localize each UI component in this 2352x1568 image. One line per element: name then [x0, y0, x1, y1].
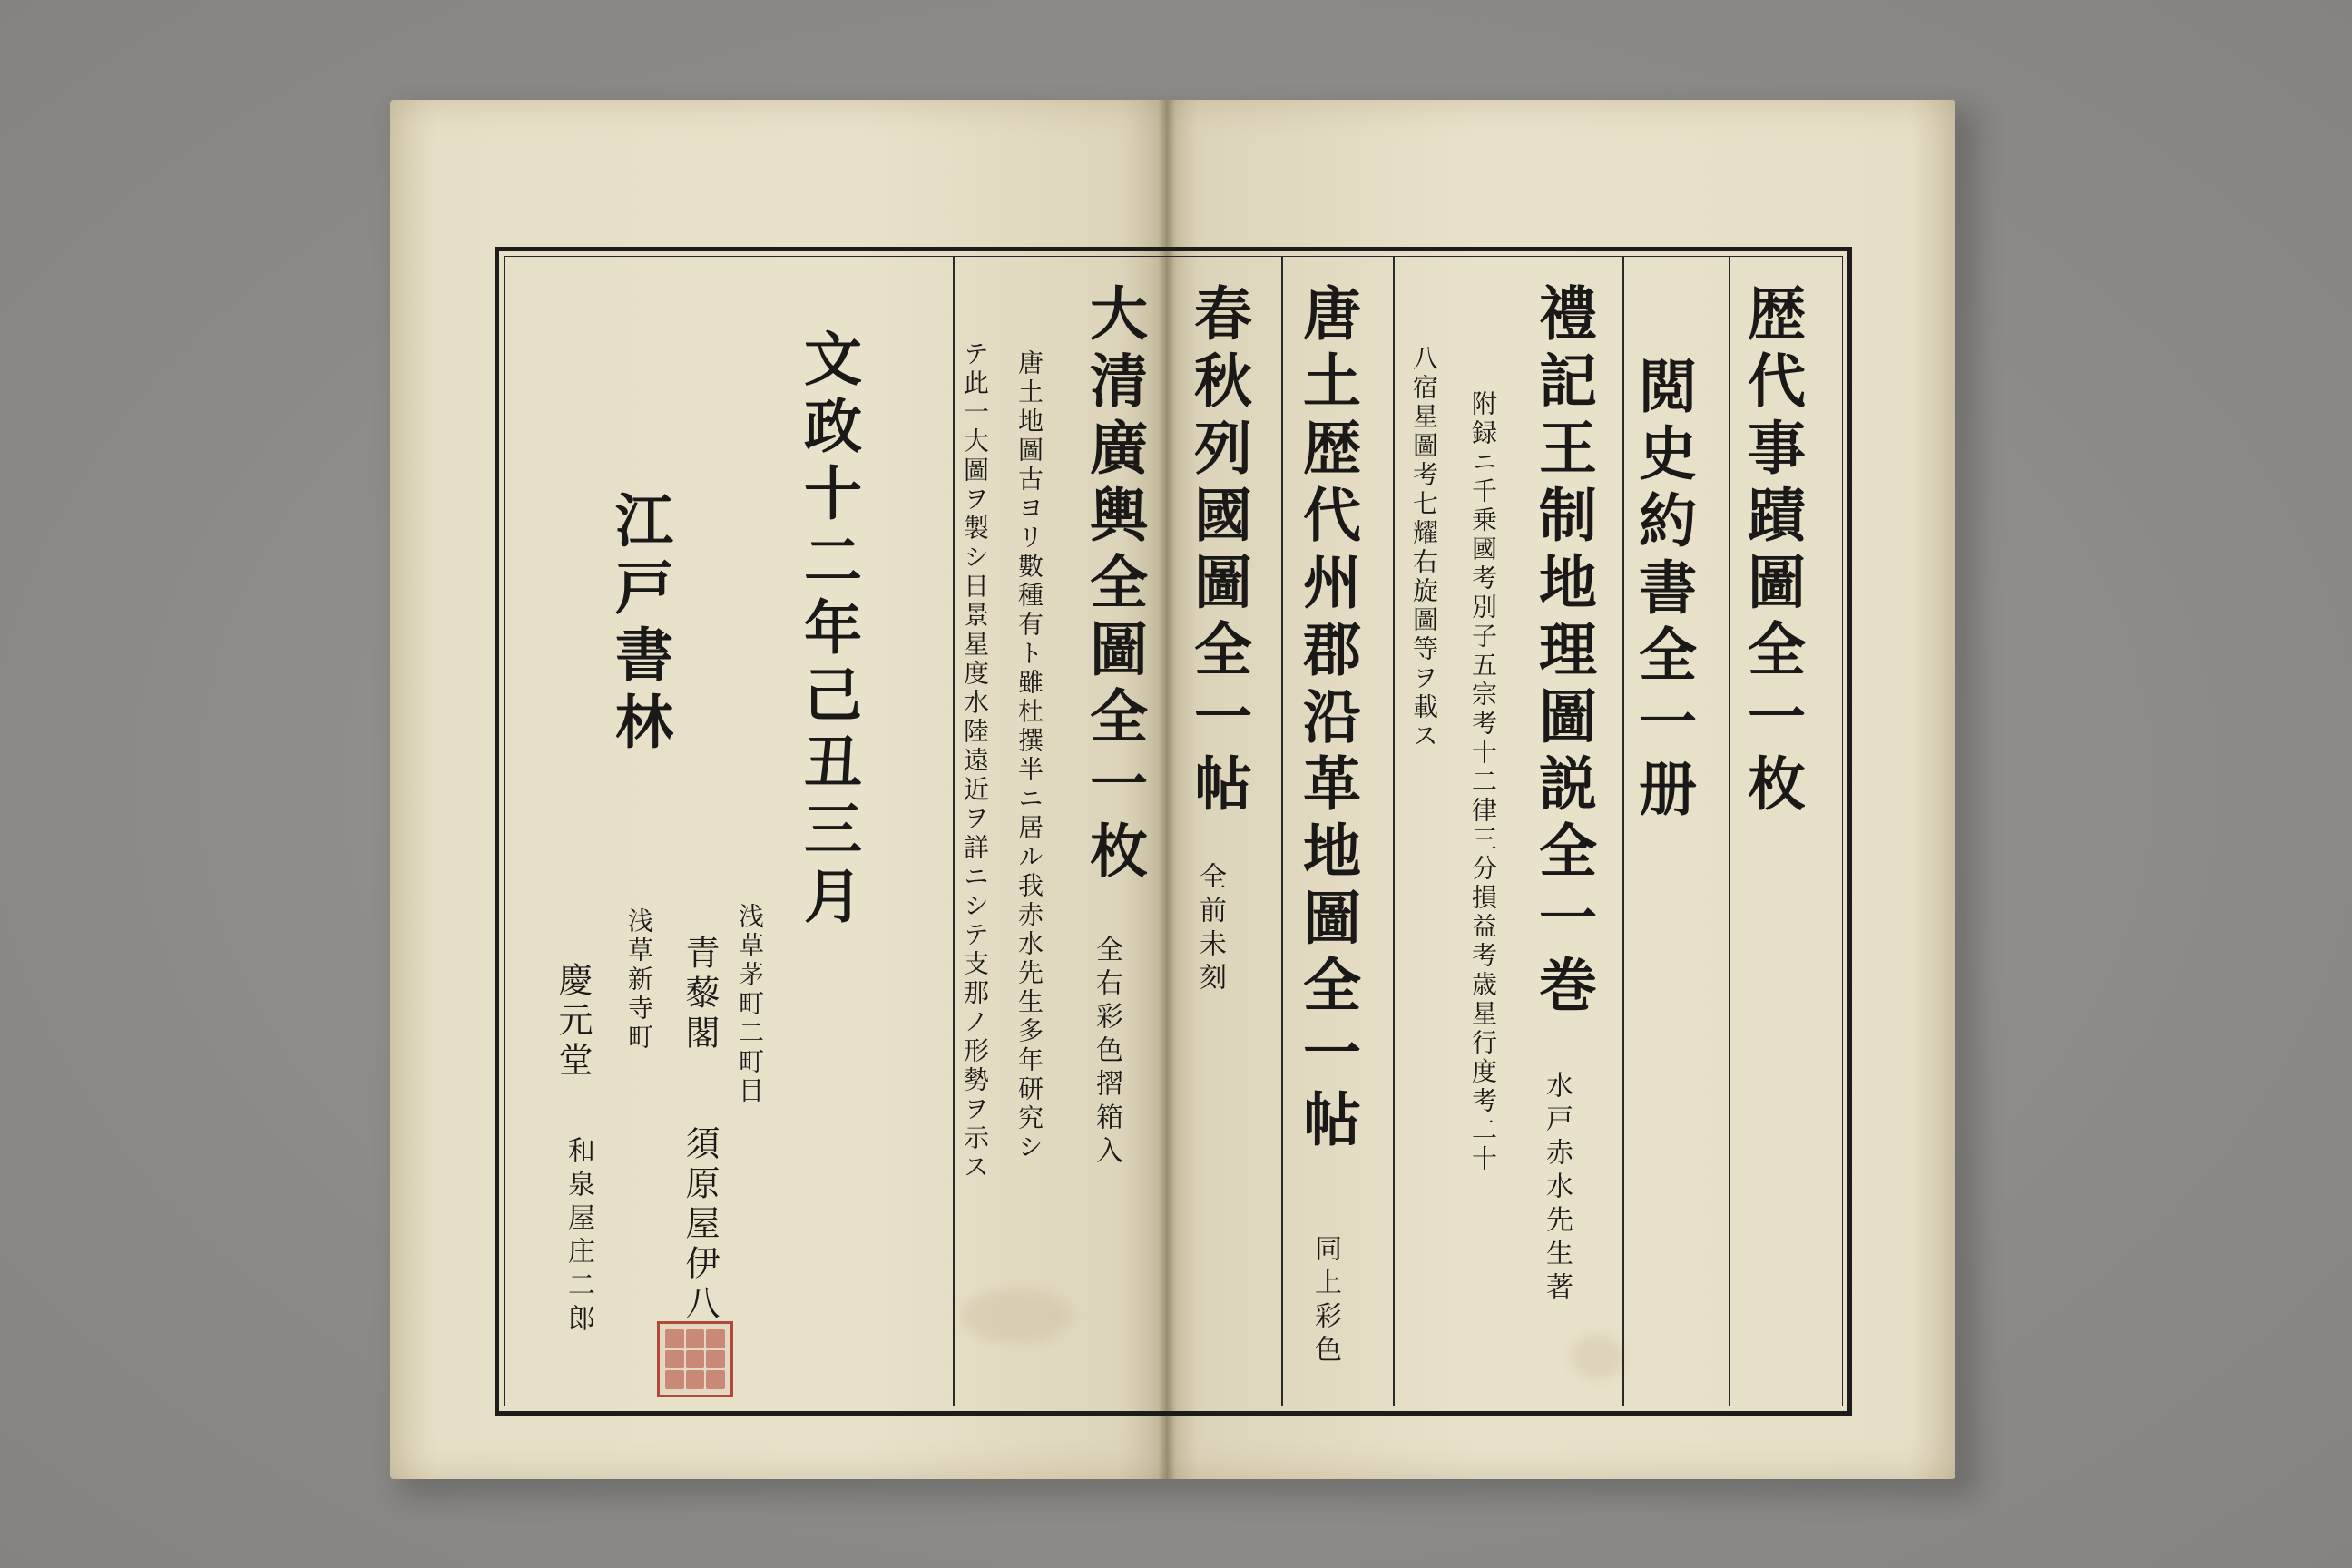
title-rekidai: 歴代事蹟圖全一枚 — [1738, 283, 1806, 820]
title-raiki: 禮記王制地理圖説全一巻 — [1529, 283, 1597, 1022]
shop1-address: 浅草茅町二町目 — [735, 903, 765, 1106]
daishin-note: 全右彩色摺箱入 — [1091, 935, 1122, 1170]
column-rule — [1622, 256, 1624, 1406]
title-shunju: 春秋列國圖全一帖 — [1184, 283, 1252, 820]
shop1-owner: 須原屋伊八 — [680, 1125, 720, 1325]
author-note: 水戸赤水先生著 — [1541, 1071, 1573, 1306]
red-ownership-seal — [657, 1321, 733, 1397]
publication-date: 文政十二年己丑三月 — [794, 328, 862, 933]
shop1-name: 青藜閣 — [680, 935, 720, 1054]
publisher-place: 江戸書林 — [605, 490, 673, 759]
appendix-line-2: 八宿星圖考七耀右旋圖等ヲ載ス — [1409, 345, 1439, 751]
description-line-1: 唐土地圖古ヨリ數種有ト雖杜撰半ニ居ル我赤水先生多年研究シ — [1014, 349, 1044, 1162]
column-rule — [953, 256, 955, 1406]
appendix-line-1: 附録ニ千乗國考別子五宗考十二律三分損益考歳星行度考二十 — [1468, 390, 1498, 1174]
shop2-name: 慶元堂 — [553, 962, 593, 1082]
title-daishin: 大清廣輿全圖全一枚 — [1080, 283, 1148, 887]
column-rule — [1281, 256, 1283, 1406]
shop2-address: 浅草新寺町 — [624, 907, 654, 1053]
column-rule — [1393, 256, 1395, 1406]
color-note: 同上彩色 — [1309, 1234, 1341, 1368]
uncarved-note: 全前未刻 — [1194, 862, 1226, 996]
title-essi: 閲史約書全一册 — [1629, 356, 1697, 826]
description-line-2: テ此一大圖ヲ製シ日景星度水陸遠近ヲ詳ニシテ支那ノ形勢ヲ示ス — [960, 340, 990, 1182]
column-rule — [1729, 256, 1730, 1406]
shop2-owner: 和泉屋庄二郎 — [563, 1136, 594, 1338]
title-todo-rekidai: 唐土歴代州郡沿革地圖全一帖 — [1293, 283, 1361, 1156]
